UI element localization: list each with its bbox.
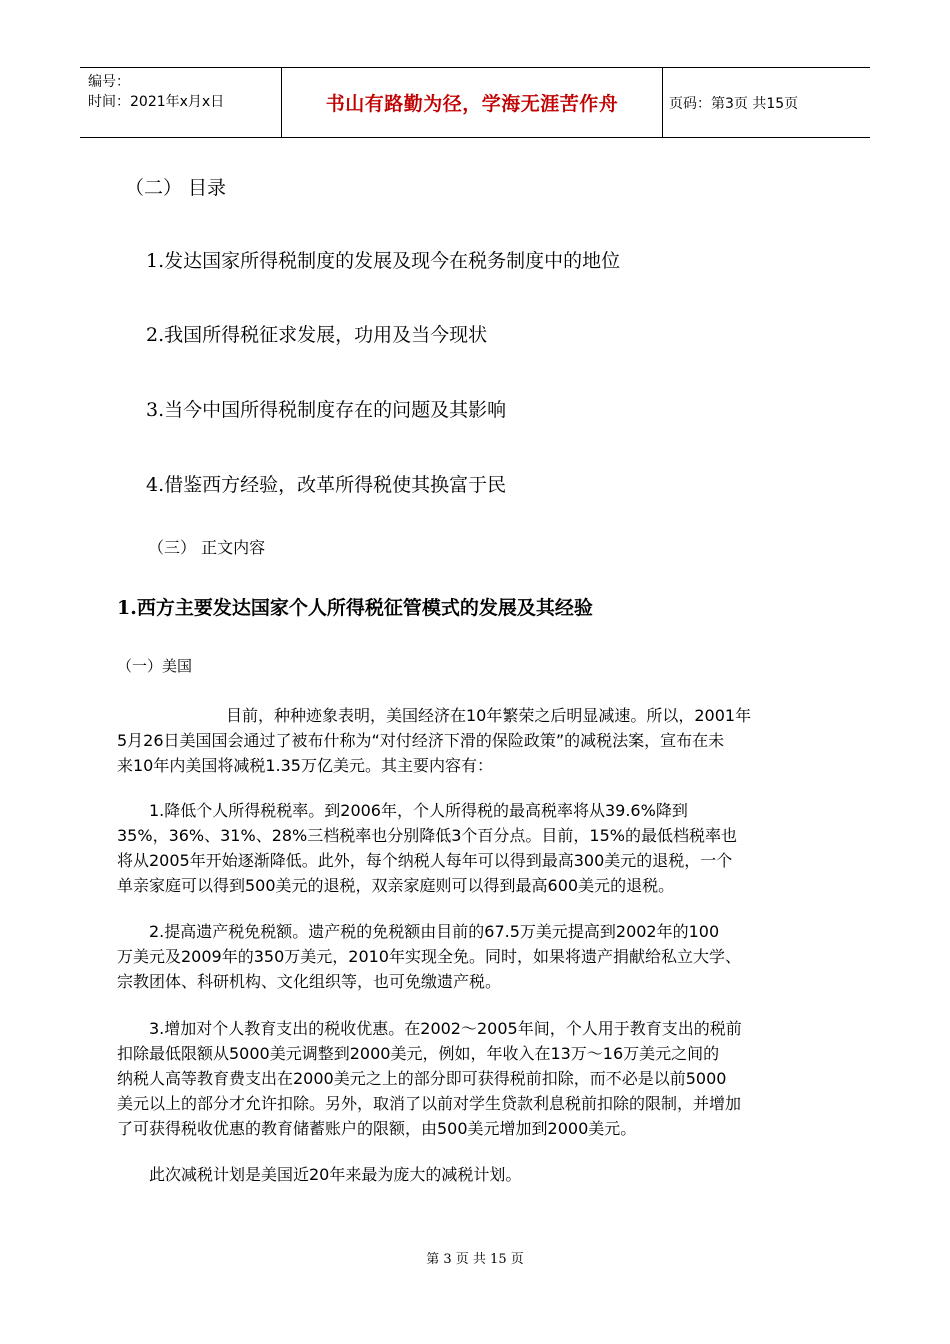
paragraph-line: 2.提高遗产税免税额。遗产税的免税额由目前的67.5万美元提高到2002年的100 — [149, 922, 720, 941]
toc-item: 1.发达国家所得税制度的发展及现今在税务制度中的地位 — [146, 250, 621, 272]
paragraph-line: 纳税人高等教育费支出在2000美元之上的部分即可获得税前扣除，而不必是以前5000 — [117, 1069, 727, 1088]
paragraph — [117, 1162, 867, 1187]
paragraph-line: 将从2005年开始逐渐降低。此外，每个纳税人每年可以得到最高300美元的退税，一个 — [117, 851, 733, 870]
section-heading: 1.西方主要发达国家个人所得税征管模式的发展及其经验 — [117, 597, 593, 619]
toc-item: 3.当今中国所得税制度存在的问题及其影响 — [146, 399, 507, 421]
time-label: 时间：2021年x月x日 — [88, 94, 225, 110]
paragraph-line: 扣除最低限额从5000美元调整到2000美元，例如，年收入在13万～16万美元之间的 — [117, 1044, 720, 1063]
subsection-heading: （一）美国 — [117, 657, 193, 675]
header-page-cell — [663, 68, 870, 137]
paragraph-line: 目前，种种迹象表明，美国经济在10年繁荣之后明显减速。所以，2001年 — [226, 706, 752, 725]
paragraph-line: 35%，36%、31%、28%三档税率也分别降低3个百分点。目前，15%的最低档税率也 — [117, 826, 737, 845]
header-motto-cell — [282, 68, 663, 137]
header-motto: 书山有路勤为径，学海无涯苦作舟 — [325, 93, 619, 115]
paragraph — [117, 798, 867, 898]
paragraph-line: 此次减税计划是美国近20年来最为庞大的减税计划。 — [149, 1165, 522, 1184]
page-footer: 第 3 页 共 15 页 — [426, 1252, 524, 1267]
paragraph-line: 3.增加对个人教育支出的税收优惠。在2002～2005年间，个人用于教育支出的税前 — [149, 1019, 742, 1038]
section-title: （三） 正文内容 — [148, 538, 266, 557]
paragraph-line: 美元以上的部分才允许扣除。另外，取消了以前对学生贷款利息税前扣除的限制，并增加 — [117, 1094, 742, 1113]
number-label: 编号： — [88, 74, 130, 90]
paragraph-line: 了可获得税收优惠的教育储蓄账户的限额，由500美元增加到2000美元。 — [117, 1119, 637, 1138]
paragraph — [117, 919, 867, 994]
paragraph-line: 5月26日美国国会通过了被布什称为“对付经济下滑的保险政策”的减税法案，宣布在未 — [117, 731, 725, 750]
paragraph — [117, 1016, 867, 1141]
paragraph — [117, 703, 867, 778]
paragraph-line: 单亲家庭可以得到500美元的退税，双亲家庭则可以得到最高600美元的退税。 — [117, 876, 675, 895]
header-meta — [80, 68, 282, 137]
toc-item: 2.我国所得税征求发展，功用及当今现状 — [146, 324, 488, 346]
toc-title: （二） 目录 — [125, 177, 227, 199]
paragraph-line: 1.降低个人所得税税率。到2006年，个人所得税的最高税率将从39.6%降到 — [149, 801, 688, 820]
paragraph-line: 宗教团体、科研机构、文化组织等，也可免缴遗产税。 — [117, 972, 502, 991]
paragraph-line: 万美元及2009年的350万美元，2010年实现全免。同时，如果将遗产捐献给私立大学、 — [117, 947, 741, 966]
paragraph-line: 来10年内美国将减税1.35万亿美元。其主要内容有： — [117, 756, 493, 775]
header-page-info: 页码：第3页 共15页 — [669, 95, 799, 112]
page-header — [80, 67, 870, 138]
toc-item: 4.借鉴西方经验，改革所得税使其换富于民 — [146, 474, 507, 496]
